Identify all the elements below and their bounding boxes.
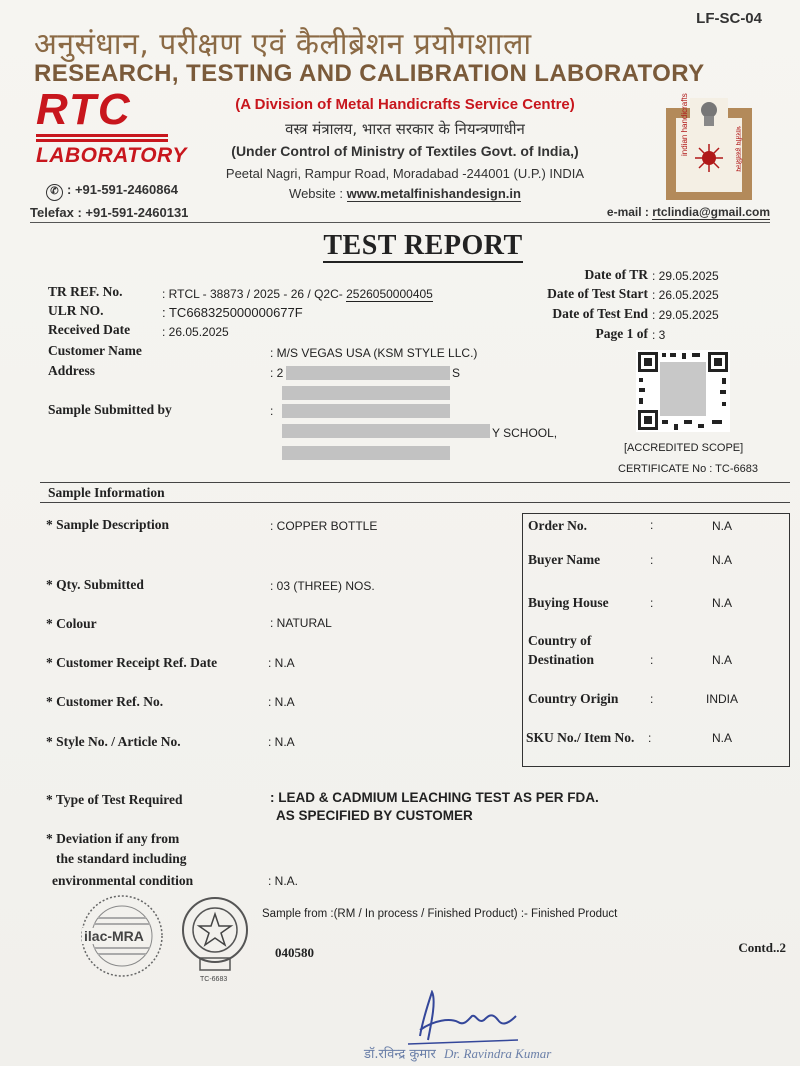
qr-code-icon [636, 350, 730, 432]
redacted-block [286, 366, 450, 380]
emblem-text-right: भारतीय हस्तशिल्प [734, 126, 742, 172]
destination-colon: : [650, 653, 654, 667]
certificate-number: CERTIFICATE No : TC-6683 [618, 463, 758, 475]
buyer-name-value: N.A [712, 553, 733, 567]
buyer-colon: : [650, 553, 654, 567]
ulr-label: ULR NO. [48, 303, 104, 318]
report-title: TEST REPORT [323, 230, 523, 261]
country-destination-label: Country of [528, 633, 592, 648]
sample-from-line: Sample from :(RM / In process / Finished Product) :- Finished Product [262, 908, 618, 920]
customer-ref-label: * Customer Ref. No. [46, 694, 164, 709]
signatory-name [364, 1044, 551, 1062]
test-type-value-1: : LEAD & CADMIUM LEACHING TEST AS PER FDA. [270, 790, 599, 805]
sample-description-value: : COPPER BOTTLE [270, 519, 378, 533]
rtc-logo-word: RTC [36, 85, 132, 134]
emblem-text-left: indian handicrafts [680, 93, 689, 156]
colour-value: : NATURAL [270, 616, 332, 630]
test-type-label: * Type of Test Required [46, 792, 183, 807]
sample-description-label: * Sample Description [46, 517, 169, 532]
sample-info-title: Sample Information [48, 485, 165, 500]
signatory-name-english: Dr. Ravindra Kumar [444, 1046, 552, 1061]
customer-ref-value: : N.A [268, 695, 295, 709]
signature-icon [398, 990, 528, 1048]
buying-house-value: N.A [712, 596, 733, 610]
tr-ref-value: : RTCL - 38873 / 2025 - 26 / Q2C- 2526050000405 [162, 287, 433, 301]
buying-colon: : [650, 596, 654, 610]
deviation-label-1: * Deviation if any from [46, 831, 180, 846]
nabl-seal [180, 896, 250, 986]
logo-rule [36, 134, 168, 137]
address-tail: S [452, 366, 461, 380]
ulr-value: : TC668325000000677F [162, 305, 303, 320]
test-type-value-2: AS SPECIFIED BY CUSTOMER [276, 808, 473, 823]
sku-value: N.A [712, 731, 733, 745]
email-label: e-mail : [606, 205, 649, 219]
ilac-label: ilac-MRA [84, 928, 144, 944]
form-code: LF-SC-04 [696, 10, 762, 27]
received-date-label: Received Date [48, 322, 131, 337]
receipt-ref-date-value: : N.A [268, 656, 295, 670]
website-label: Website : [289, 186, 343, 201]
lab-address: Peetal Nagri, Rampur Road, Moradabad -244001 (U.P.) INDIA [225, 166, 585, 181]
order-no-label: Order No. [528, 518, 587, 533]
country-origin-value: INDIA [706, 692, 739, 706]
qr-code[interactable] [636, 350, 730, 432]
redacted-block [282, 404, 450, 418]
style-no-label: * Style No. / Article No. [46, 734, 181, 749]
website-link[interactable]: www.metalfinishandesign.in [346, 186, 521, 201]
date-end-value: : 29.05.2025 [652, 308, 719, 322]
ilac-mra-seal [80, 894, 164, 978]
hindi-subtitle: वस्त्र मंत्रालय, भारत सरकार के नियन्त्रणाधीन [285, 120, 525, 138]
colour-label: * Colour [46, 616, 97, 631]
deviation-value: : N.A. [268, 874, 299, 888]
date-tr-label: Date of TR [584, 267, 648, 282]
redacted-block [282, 386, 450, 400]
nabl-seal-icon [180, 896, 250, 972]
customer-name-label: Customer Name [48, 343, 142, 358]
date-tr-value: : 29.05.2025 [652, 269, 719, 283]
order-colon: : [650, 518, 654, 532]
received-date-value: : 26.05.2025 [162, 325, 229, 339]
sku-colon: : [648, 731, 652, 745]
qty-submitted-label: * Qty. Submitted [46, 577, 144, 592]
sample-submitted-label: Sample Submitted by [48, 402, 172, 417]
website-line [195, 186, 615, 201]
order-no-value: N.A [712, 519, 733, 533]
continued-marker: Contd..2 [738, 940, 786, 955]
control-line: (Under Control of Ministry of Textiles Govt. of India,) [231, 143, 579, 159]
phone-number: : +91-591-2460864 [67, 182, 178, 197]
phone-line [46, 182, 178, 201]
deviation-label-2: the standard including [56, 851, 187, 866]
signatory-name-hindi: डॉ.रविन्द्र कुमार [364, 1047, 436, 1062]
email-link[interactable]: rtclindia@gmail.com [652, 205, 770, 219]
country-origin-label: Country Origin [528, 691, 619, 706]
page-label: Page 1 of [595, 326, 648, 341]
division-line: (A Division of Metal Handicrafts Service Centre) [235, 96, 575, 113]
signature [398, 990, 528, 1048]
section-divider [40, 482, 790, 483]
date-start-value: : 26.05.2025 [652, 288, 719, 302]
qty-submitted-value: : 03 (THREE) NOS. [270, 579, 375, 593]
redacted-block [282, 424, 490, 438]
address-colon: : 2 [270, 366, 284, 380]
serial-number: 040580 [275, 945, 314, 960]
origin-colon: : [650, 692, 654, 706]
rtc-logo [36, 85, 187, 168]
country-destination-label-2: Destination [528, 652, 595, 667]
header-divider [30, 222, 770, 223]
english-lab-title: RESEARCH, TESTING AND CALIBRATION LABORATORY [34, 60, 705, 87]
page-value: : 3 [652, 328, 666, 342]
sku-label: SKU No./ Item No. [526, 730, 635, 745]
sample-submitted-tail: Y SCHOOL, [492, 426, 558, 440]
buyer-name-label: Buyer Name [528, 552, 601, 567]
logo-rule [36, 139, 168, 142]
hindi-lab-title: अनुसंधान, परीक्षण एवं कैलीब्रेशन प्रयोगशाला [34, 27, 532, 62]
tr-ref-label: TR REF. No. [48, 284, 123, 299]
address-label: Address [48, 363, 96, 378]
phone-icon: ✆ [46, 184, 63, 201]
date-start-label: Date of Test Start [547, 286, 648, 301]
redacted-block [282, 446, 450, 460]
deviation-label-3: environmental condition [52, 873, 194, 888]
section-divider [40, 502, 790, 503]
date-end-label: Date of Test End [552, 306, 648, 321]
country-destination-value: N.A [712, 653, 733, 667]
style-no-value: : N.A [268, 735, 295, 749]
receipt-ref-date-label: * Customer Receipt Ref. Date [46, 655, 218, 670]
email-line [607, 205, 770, 219]
handicrafts-emblem [664, 93, 754, 202]
sample-submitted-colon: : [270, 404, 274, 418]
tc-code-label: TC-6683 [200, 976, 228, 983]
telefax-line: Telefax : +91-591-2460131 [30, 205, 189, 220]
customer-name-value: : M/S VEGAS USA (KSM STYLE LLC.) [270, 346, 478, 360]
buying-house-label: Buying House [528, 595, 609, 610]
rtc-logo-laboratory: LABORATORY [36, 144, 187, 167]
accredited-scope: [ACCREDITED SCOPE] [624, 442, 744, 454]
